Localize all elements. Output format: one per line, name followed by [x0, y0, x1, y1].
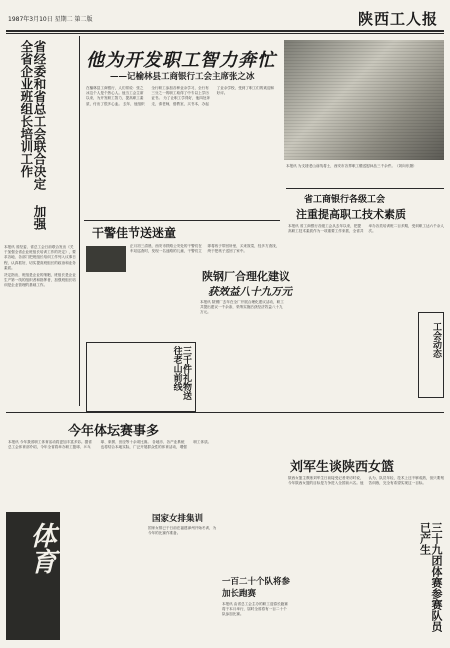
bottom-right-headline: 三十九团体赛参赛队员已产生 — [418, 522, 443, 632]
bank-union-body-paragraph: 本报讯 省工商银行各级工会从去年以来，把提高职工技术素质作为一项重要工作来抓，全省共举办各类培训班二百多期，受训职工达六千余人次。 — [288, 224, 444, 234]
lead-subheadline: ——记榆林县工商银行工会主席张之冰 — [110, 72, 255, 82]
suggestion-subheadline: 获效益八十九万元 — [208, 286, 292, 298]
basketball-headline: 刘军生谈陕西女篮 — [290, 460, 395, 475]
bank-union-headline: 省工商银行各级工会 — [304, 195, 386, 205]
masthead-rule-thin — [6, 33, 444, 34]
sports-body-paragraph: 各地市、各产业系统也将结合本地实际，广泛开展群众性的体育活动，增强职工体质。 — [100, 440, 212, 450]
lead-body — [86, 86, 276, 214]
relay-body-paragraph: 本报讯 由省总工会主办的职工迎春长跑赛将于本月举行，届时全省将有一百二十个队参加比赛。 — [222, 602, 288, 617]
sports-headline: 今年体坛赛事多 — [68, 424, 160, 439]
lead-body-paragraph: 去年，他组织全行职工参加各种业余学习，全行有三分之一的职工取得了中专以上学历证书。 — [123, 86, 209, 106]
feature-headline: 干警佳节送迷童 — [92, 226, 177, 240]
union-news-title: 工会动态 — [431, 322, 441, 358]
sports-body — [8, 440, 280, 506]
feature-body-paragraph: 正月初三清晨，西安市铁路公安处的干警们在车站巡查时，发现一名迷路的儿童，干警们立即将孩子带回所里，买来饭菜，经多方查找，终于把孩子送回了家中。 — [130, 244, 280, 254]
sports-body-paragraph: 本报讯 今年我省职工体育活动将更加丰富多彩。据省总工会体育部介绍，今年全省将举办职工篮球、乒乓球、象棋、田径等十余项比赛。 — [8, 440, 151, 450]
left-body — [4, 245, 76, 405]
column-logo-text: 体育 — [26, 522, 56, 574]
photo-caption: 本报讯 为支援老山前线将士，西安市各界职工赠送慰问品三千余件。（刘向东摄） — [286, 164, 417, 168]
suggestion-body — [200, 300, 284, 350]
mid-band-rule — [6, 412, 444, 413]
women-headline: 国家女排集训 — [152, 514, 204, 524]
masthead — [0, 0, 450, 30]
left-column-divider — [79, 36, 80, 406]
left-headline: 省经委和省总工会联合决定 加强全省企业班组长培训工作 — [18, 40, 47, 230]
suggestion-body-paragraph: 本报讯 陕钢厂去年在全厂开展合理化建议活动，职工共提出建议一千余条，采纳实施后获经济效益八十九万元。 — [200, 300, 284, 315]
relay-body — [222, 602, 288, 642]
lead-headline: 他为开发职工智力奔忙 — [86, 50, 276, 71]
lead-body-paragraph: 在榆林县工商银行，人们常说：张之冰这个人是个热心人。他当工会主席以来，为开发职工智力，提高职工素质，付出了很多心血。 — [86, 86, 144, 106]
masthead-rule-thick — [6, 30, 444, 32]
lead-body-paragraph: 为了让职工学得好，他四处奔走，请老师，借教室，买书本，办起了业余学校，受到了职工们的欢迎和好评。 — [151, 86, 275, 106]
feature-top-rule — [84, 220, 280, 221]
women-body — [148, 526, 218, 640]
feature-thumbnail — [86, 246, 126, 272]
suggestion-headline: 陕钢厂合理化建议 — [202, 270, 290, 283]
basketball-body-paragraph: 陕西女篮主教练刘军生日前接受记者采访时说，今年陕西女篮的目标是力争进入全国前六名。他认为，队员年轻，技术上还不够成熟，但只要刻苦训练，完全有希望实现这一目标。 — [288, 476, 444, 486]
paper-name-logo: 陕西工人报 — [357, 10, 438, 28]
date-line: 1987年3月10日 星期二 第二版 — [8, 16, 93, 23]
left-body-paragraph: 本报讯 省经委、省总工会日前联合发出《关于加强全省企业班组长培训工作的决定》，要求各地、各部门把班组长培训工作列入议事日程，认真抓好，切实提高班组长的政治和业务素质。 — [4, 245, 76, 270]
news-photo — [284, 40, 444, 160]
left-body-paragraph: 决定指出，班组是企业的细胞，班组长是企业生产第一线的组织者和指挥者，加强班组长培训是企业管理的基础工作。 — [4, 273, 76, 288]
vertical-gift-headline: 三千件礼物送往老山前线 — [171, 346, 191, 400]
bank-union-subheadline: 注重提高职工技术素质 — [296, 208, 406, 221]
women-body-paragraph: 国家女排已于日前在福建漳州开始冬训，为今年的比赛作准备。 — [148, 526, 217, 536]
relay-headline: 一百二十个队将参加长跑赛 — [222, 577, 291, 599]
bank-union-body — [288, 224, 444, 300]
bank-union-top-rule — [286, 188, 444, 189]
